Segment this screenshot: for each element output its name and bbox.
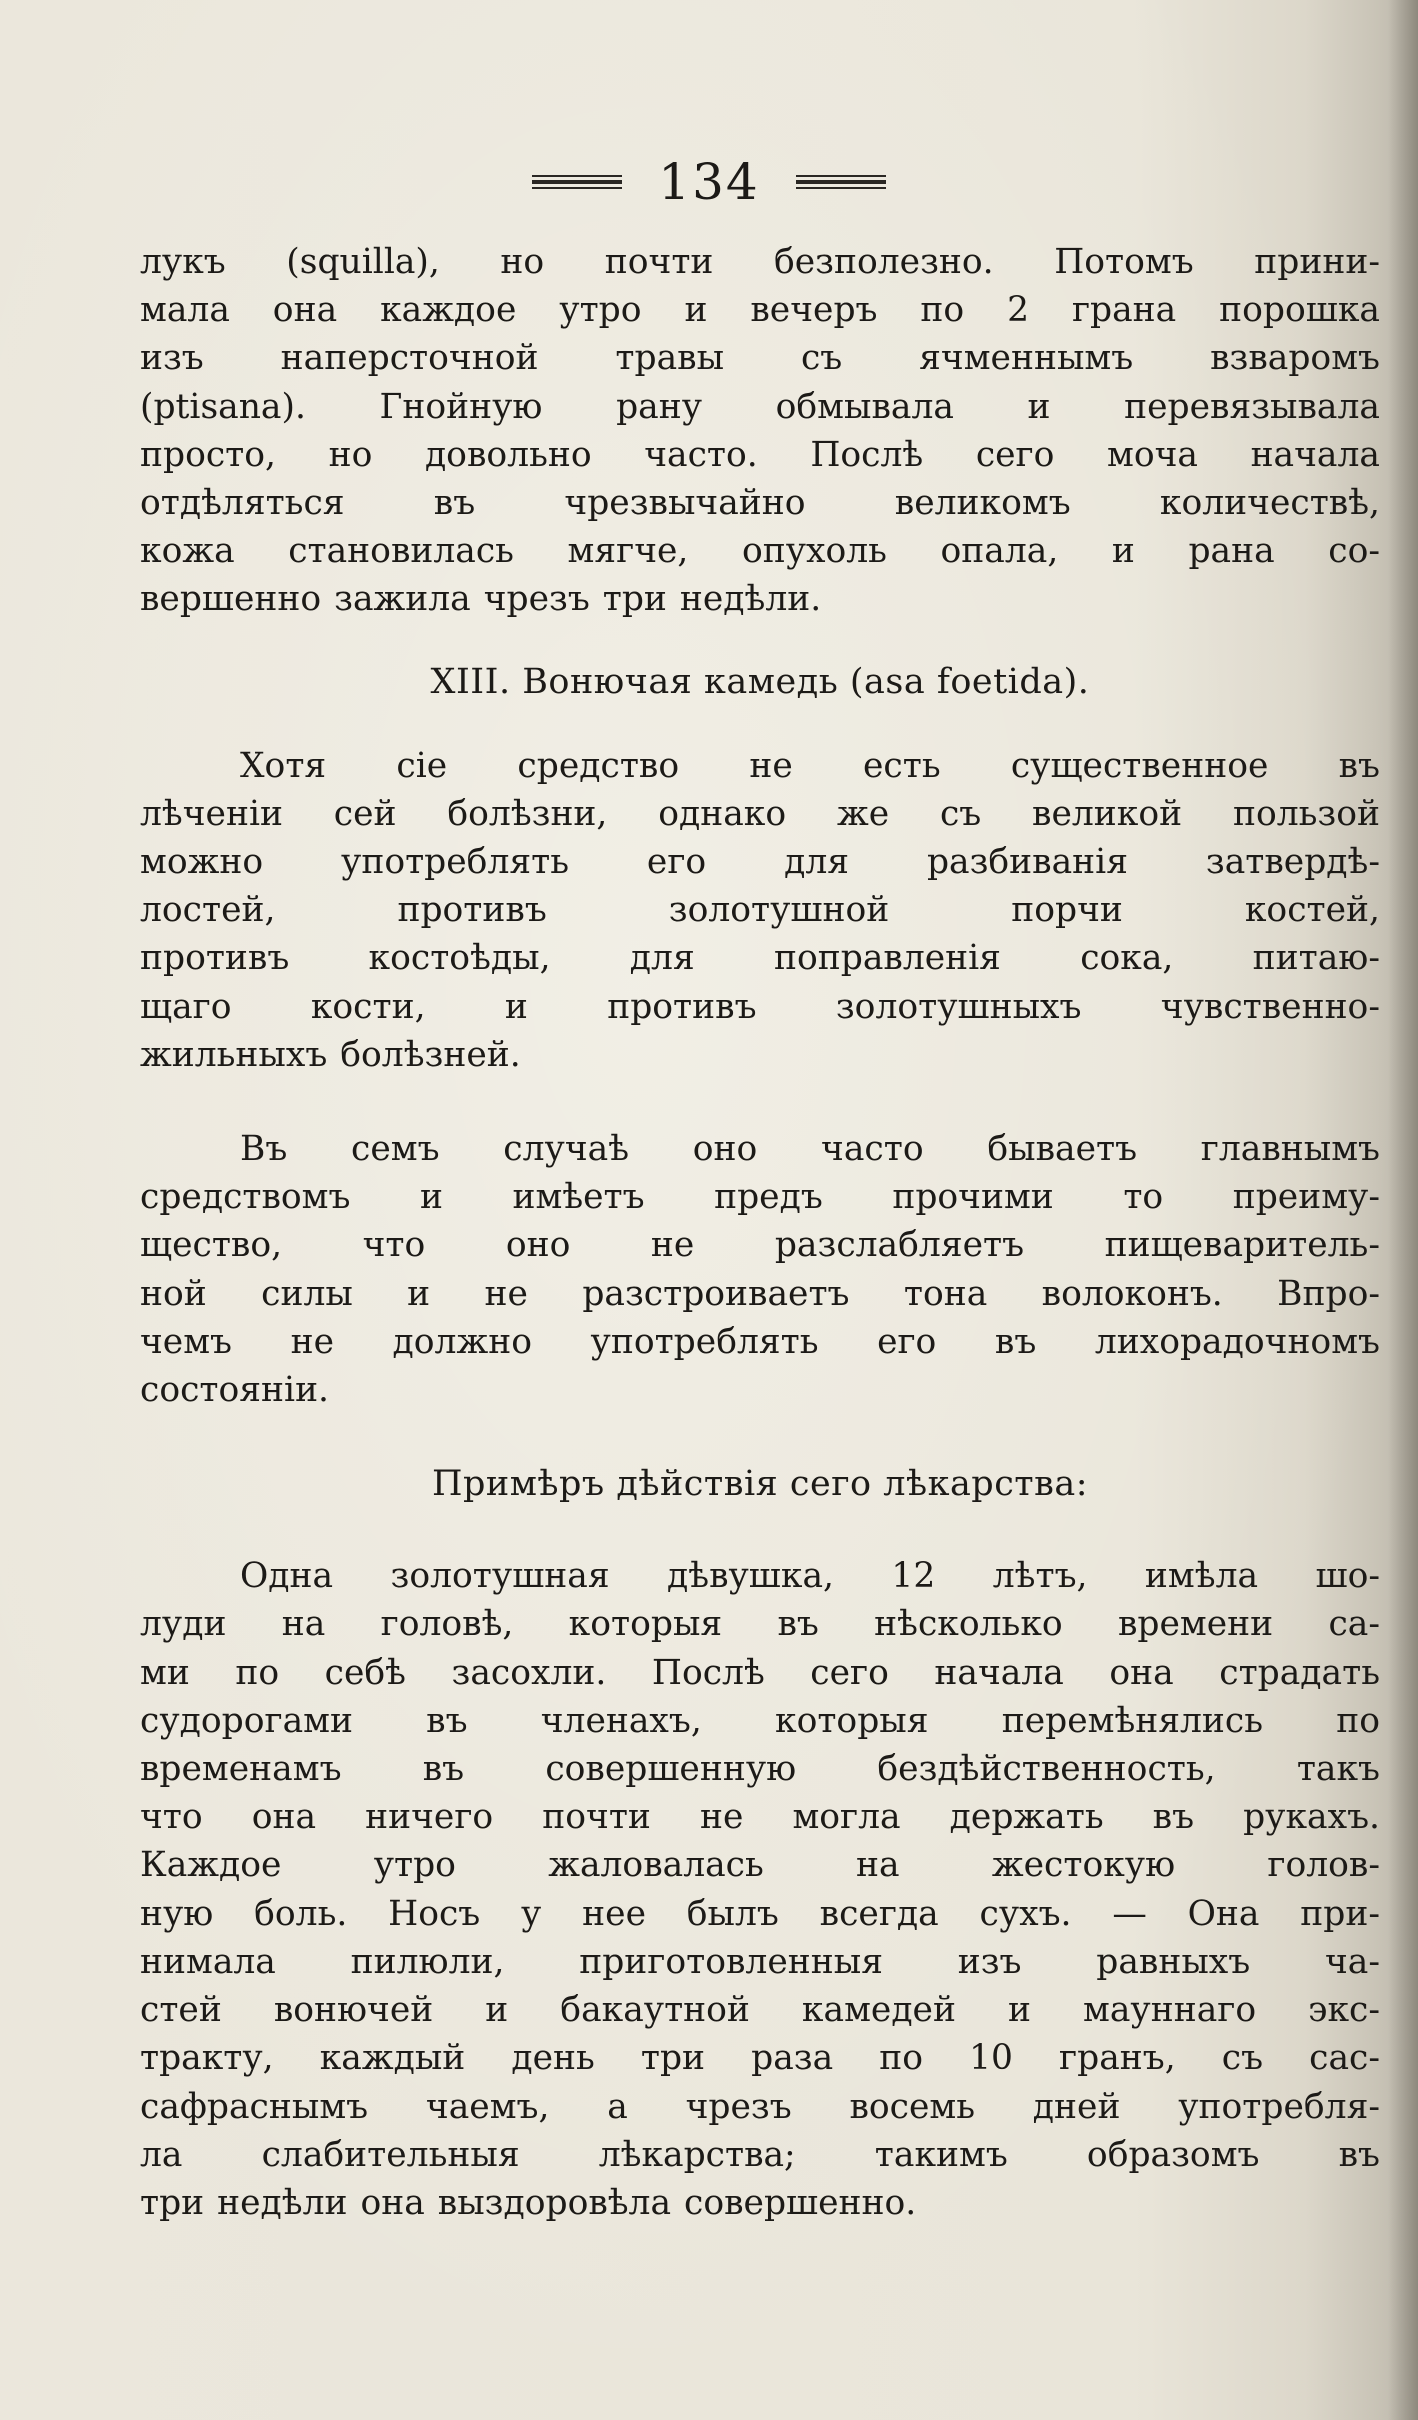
text-line: лѣченіи сей болѣзни, однако же съ великой пользой — [140, 793, 1380, 834]
text-line: щество, что оно не разслабляетъ пищеваритель- — [140, 1225, 1380, 1266]
text-line: состояніи. — [140, 1370, 330, 1411]
text-line: ми по себѣ засохли. Послѣ сего начала она страдать — [140, 1652, 1380, 1693]
binding-shadow — [1388, 0, 1418, 2420]
text-line: ной силы и не разстроиваетъ тона волоконъ. Впро- — [140, 1273, 1380, 1314]
page-number: 134 — [658, 153, 760, 211]
page-body — [140, 238, 1380, 2227]
text-line: чемъ не должно употреблять его въ лихорадочномъ — [140, 1321, 1380, 1362]
text-line: ную боль. Носъ у нее былъ всегда сухъ. — Она при- — [140, 1893, 1380, 1934]
text-line: лукъ (squilla), но почти безполезно. Потомъ прини- — [140, 242, 1380, 282]
text-line: просто, но довольно часто. Послѣ сего моча начала — [140, 434, 1380, 475]
text-line: луди на головѣ, которыя въ нѣсколько времени са- — [140, 1604, 1380, 1645]
text-line: мала она каждое утро и вечеръ по 2 грана порошка — [140, 290, 1380, 331]
text-line: стей вонючей и бакаутной камедей и мауннаго экс- — [140, 1990, 1380, 2031]
text-line: Въ семъ случаѣ оно часто бываетъ главнымъ — [240, 1129, 1380, 1170]
text-line: что она ничего почти не могла держать въ рукахъ. — [140, 1797, 1380, 1838]
paragraph-continuation — [140, 238, 1380, 624]
text-line: вершенно зажила чрезъ три недѣли. — [140, 579, 822, 620]
text-line: Одна золотушная дѣвушка, 12 лѣтъ, имѣла шо- — [240, 1556, 1380, 1597]
text-line: ла слабительныя лѣкарства; такимъ образомъ въ — [140, 2134, 1380, 2175]
text-line: три недѣли она выздоровѣла совершенно. — [140, 2182, 917, 2223]
text-line: отдѣляться въ чрезвычайно великомъ количествѣ, — [140, 483, 1380, 524]
text-line: противъ костоѣды, для поправленія сока, питаю- — [140, 938, 1380, 979]
text-line: тракту, каждый день три раза по 10 гранъ, съ сас- — [140, 2038, 1380, 2079]
header-rule-left — [532, 175, 622, 189]
text-line: нимала пилюли, приготовленныя изъ равныхъ ча- — [140, 1941, 1380, 1982]
text-line: лостей, противъ золотушной порчи костей, — [140, 890, 1380, 931]
text-line: сафраснымъ чаемъ, а чрезъ восемь дней употребля- — [140, 2086, 1380, 2127]
paragraph-example — [140, 1552, 1380, 2227]
text-line: судорогами въ членахъ, которыя перемѣнялись по — [140, 1700, 1380, 1741]
text-line: временамъ въ совершенную бездѣйственность, такъ — [140, 1749, 1380, 1790]
paragraph-usage — [140, 1125, 1380, 1414]
page-header — [0, 152, 1418, 212]
text-line: Каждое утро жаловалась на жестокую голов- — [140, 1845, 1380, 1886]
text-line: Хотя сіе средство не есть существенное въ — [240, 745, 1380, 786]
text-line: щаго кости, и противъ золотушныхъ чувственно- — [140, 986, 1380, 1027]
example-heading: Примѣръ дѣйствія сего лѣкарства: — [431, 1464, 1089, 1505]
text-line: жильныхъ болѣзней. — [140, 1034, 521, 1075]
paragraph-description — [140, 742, 1380, 1079]
text-line: (ptisana). Гнойную рану обмывала и перевязывала — [140, 386, 1380, 427]
text-line: кожа становилась мягче, опухоль опала, и рана со- — [140, 531, 1380, 572]
text-line: можно употреблять его для разбиванія затвердѣ- — [140, 842, 1380, 883]
section-heading-xiii: XIII. Вонючая камедь (asa foetida). — [430, 661, 1090, 702]
text-line: средствомъ и имѣетъ предъ прочими то преиму- — [140, 1177, 1380, 1218]
text-line: изъ наперсточной травы съ ячменнымъ взваромъ — [140, 338, 1380, 379]
header-rule-right — [796, 175, 886, 189]
